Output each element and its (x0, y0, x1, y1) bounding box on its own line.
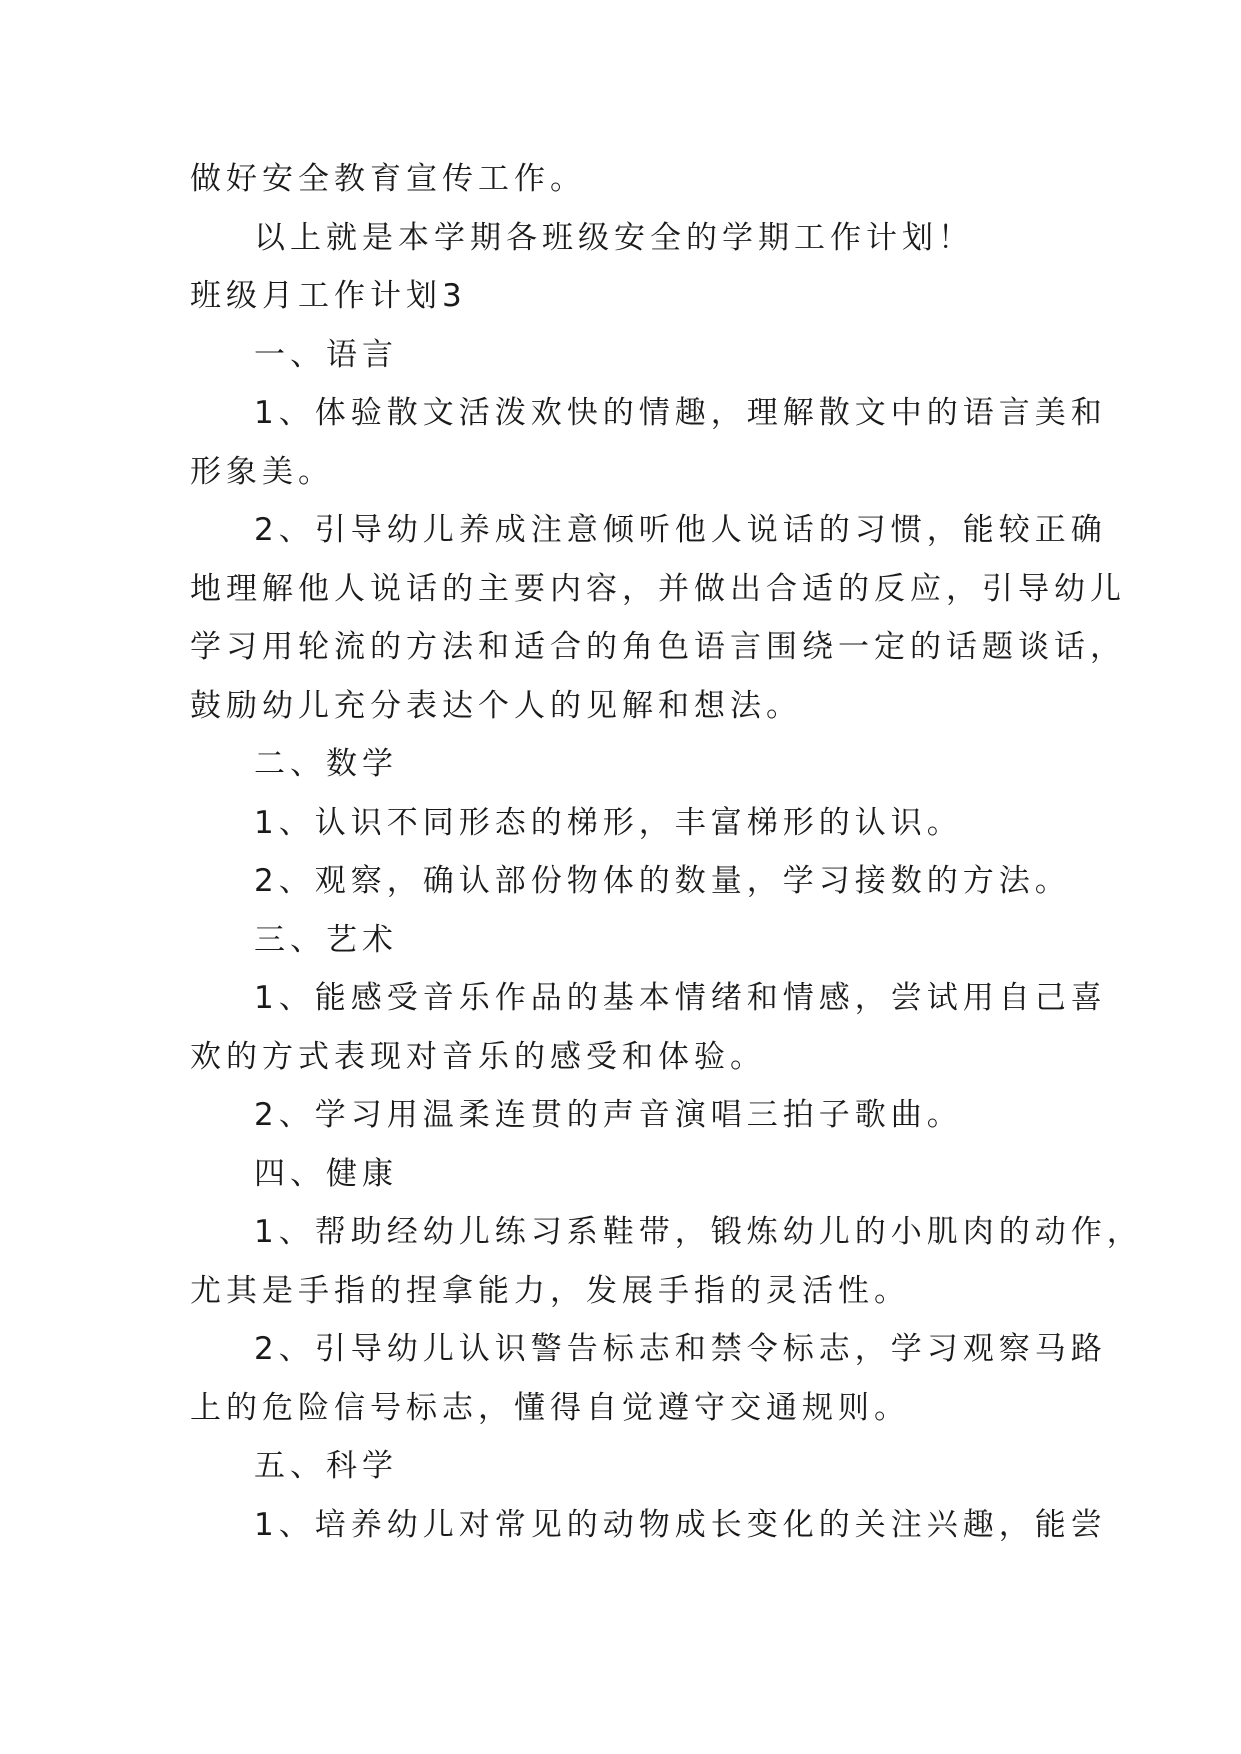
text-line: 2、引导幼儿养成注意倾听他人说话的习惯，能较正确 (254, 512, 1107, 548)
text-line: 地理解他人说话的主要内容，并做出合适的反应，引导幼儿 (190, 570, 1126, 607)
section-title: 班级月工作计划3 (190, 278, 467, 314)
text-line: 1、帮助经幼儿练习系鞋带，锻炼幼儿的小肌肉的动作， (254, 1214, 1143, 1250)
text-line: 1、能感受音乐作品的基本情绪和情感，尝试用自己喜 (254, 980, 1107, 1016)
text-line: 1、体验散文活泼欢快的情趣，理解散文中的语言美和 (254, 395, 1107, 431)
text-line: 2、学习用温柔连贯的声音演唱三拍子歌曲。 (254, 1097, 963, 1133)
text-line: 1、培养幼儿对常见的动物成长变化的关注兴趣，能尝 (254, 1506, 1107, 1543)
text-line: 2、引导幼儿认识警告标志和禁令标志，学习观察马路 (254, 1331, 1107, 1367)
section-heading: 一、语言 (254, 336, 398, 373)
text-line: 1、认识不同形态的梯形，丰富梯形的认识。 (254, 804, 963, 841)
text-line: 欢的方式表现对音乐的感受和体验。 (190, 1038, 766, 1075)
text-line: 上的危险信号标志，懂得自觉遵守交通规则。 (190, 1389, 910, 1426)
section-heading: 二、数学 (254, 746, 398, 782)
document-body (190, 150, 1143, 1554)
text-line: 以上就是本学期各班级安全的学期工作计划！ (254, 219, 974, 256)
text-line: 鼓励幼儿充分表达个人的见解和想法。 (190, 687, 802, 724)
text-line: 2、观察，确认部份物体的数量，学习接数的方法。 (254, 863, 1071, 899)
text-line: 做好安全教育宣传工作。 (190, 161, 586, 197)
section-heading: 四、健康 (254, 1155, 398, 1192)
text-line: 学习用轮流的方法和适合的角色语言围绕一定的话题谈话， (190, 629, 1126, 665)
section-heading: 三、艺术 (254, 921, 398, 958)
text-line: 尤其是手指的捏拿能力，发展手指的灵活性。 (190, 1272, 910, 1309)
text-line: 形象美。 (190, 453, 334, 490)
section-heading: 五、科学 (254, 1448, 398, 1484)
